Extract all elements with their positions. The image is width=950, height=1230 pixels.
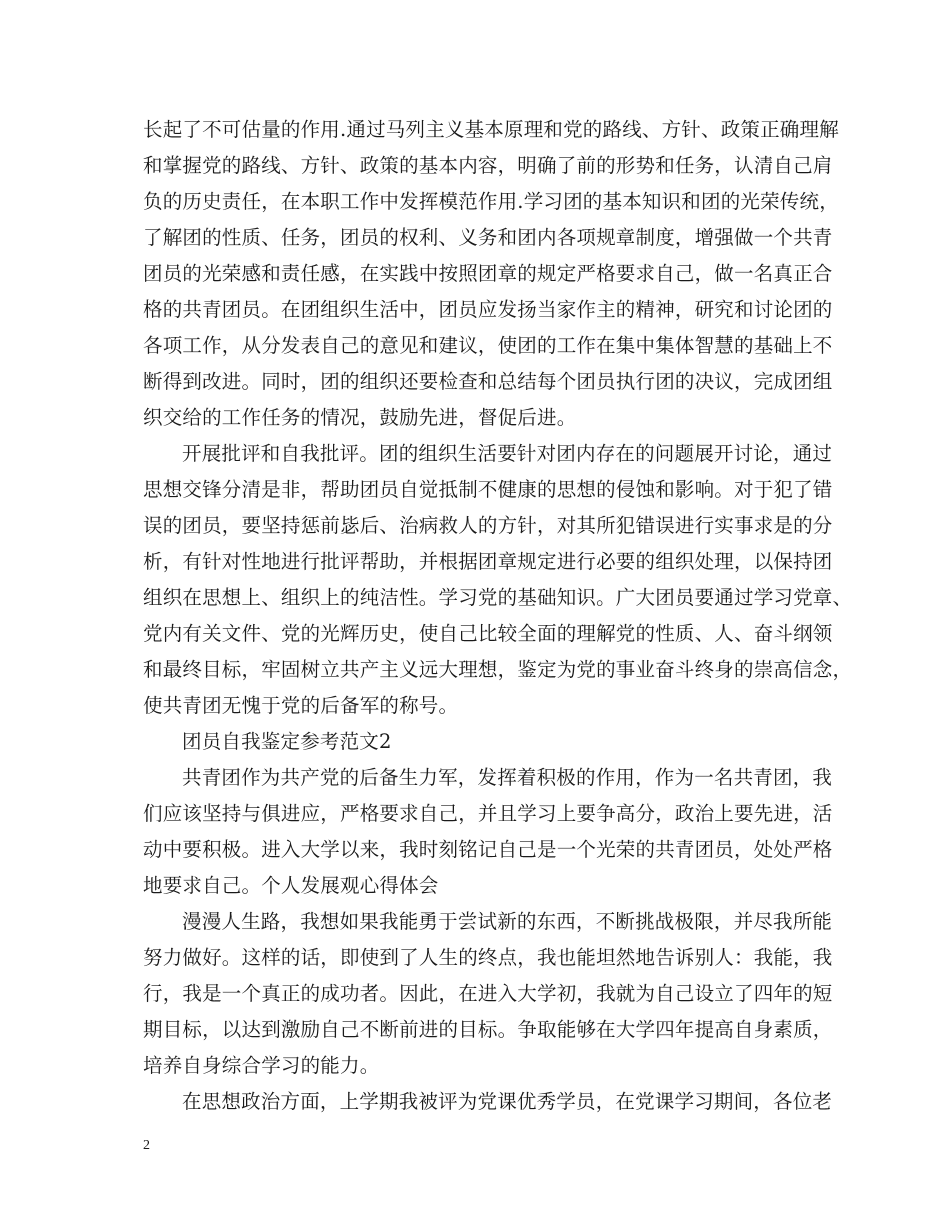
text-line: 们应该坚持与俱进应，严格要求自己，并且学习上要争高分，政治上要先进，活 (143, 802, 833, 825)
body-text (143, 112, 853, 1120)
text-line: 和掌握党的路线、方针、政策的基本内容，明确了前的形势和任务，认清自己肩 (143, 154, 833, 177)
text-line: 开展批评和自我批评。团的组织生活要针对团内存在的问题展开讨论，通过 (182, 442, 833, 465)
text-line: 团员的光荣感和责任感，在实践中按照团章的规定严格要求自己，做一名真正合 (143, 262, 833, 285)
text-line: 析，有针对性地进行批评帮助，并根据团章规定进行必要的组织处理，以保持团 (143, 550, 833, 573)
text-line: 努力做好。这样的话，即使到了人生的终点，我也能坦然地告诉别人：我能，我 (143, 946, 833, 969)
text-line: 行，我是一个真正的成功者。因此，在进入大学初，我就为自己设立了四年的短 (143, 982, 833, 1005)
text-line: 长起了不可估量的作用.通过马列主义基本原理和党的路线、方针、政策正确理解 (143, 118, 839, 141)
text-line: 团员自我鉴定参考范文2 (182, 730, 392, 753)
text-line: 负的历史责任，在本职工作中发挥模范作用.学习团的基本知识和团的光荣传统， (143, 190, 839, 213)
text-line: 了解团的性质、任务，团员的权利、义务和团内各项规章制度，增强做一个共青 (143, 226, 833, 249)
text-line: 织交给的工作任务的情况，鼓励先进，督促后进。 (143, 406, 577, 429)
text-line: 共青团作为共产党的后备生力军，发挥着积极的作用，作为一名共青团，我 (182, 766, 833, 789)
text-line: 各项工作，从分发表自己的意见和建议，使团的工作在集中集体智慧的基础上不 (143, 334, 833, 357)
text-line: 格的共青团员。在团组织生活中，团员应发扬当家作主的精神，研究和讨论团的 (143, 298, 833, 321)
text-line: 培养自身综合学习的能力。 (143, 1054, 380, 1077)
text-line: 使共青团无愧于党的后备军的称号。 (143, 694, 459, 717)
text-line: 地要求自己。个人发展观心得体会 (143, 874, 439, 897)
text-line: 动中要积极。进入大学以来，我时刻铭记自己是一个光荣的共青团员，处处严格 (143, 838, 833, 861)
page-number: 2 (143, 1138, 150, 1153)
text-line: 漫漫人生路，我想如果我能勇于尝试新的东西，不断挑战极限，并尽我所能 (182, 910, 833, 933)
text-line: 在思想政治方面，上学期我被评为党课优秀学员，在党课学习期间，各位老 (182, 1090, 833, 1113)
text-line: 思想交锋分清是非，帮助团员自觉抵制不健康的思想的侵蚀和影响。对于犯了错 (143, 478, 833, 501)
text-line: 和最终目标，牢固树立共产主义远大理想，鉴定为党的事业奋斗终身的崇高信念， (143, 658, 853, 681)
text-line: 断得到改进。同时，团的组织还要检查和总结每个团员执行团的决议，完成团组 (143, 370, 833, 393)
text-line: 组织在思想上、组织上的纯洁性。学习党的基础知识。广大团员要通过学习党章、 (143, 586, 853, 609)
text-line: 期目标，以达到激励自己不断前进的目标。争取能够在大学四年提高自身素质， (143, 1018, 833, 1041)
text-line: 误的团员，要坚持惩前毖后、治病救人的方针，对其所犯错误进行实事求是的分 (143, 514, 833, 537)
text-line: 党内有关文件、党的光辉历史，使自己比较全面的理解党的性质、人、奋斗纲领 (143, 622, 833, 645)
